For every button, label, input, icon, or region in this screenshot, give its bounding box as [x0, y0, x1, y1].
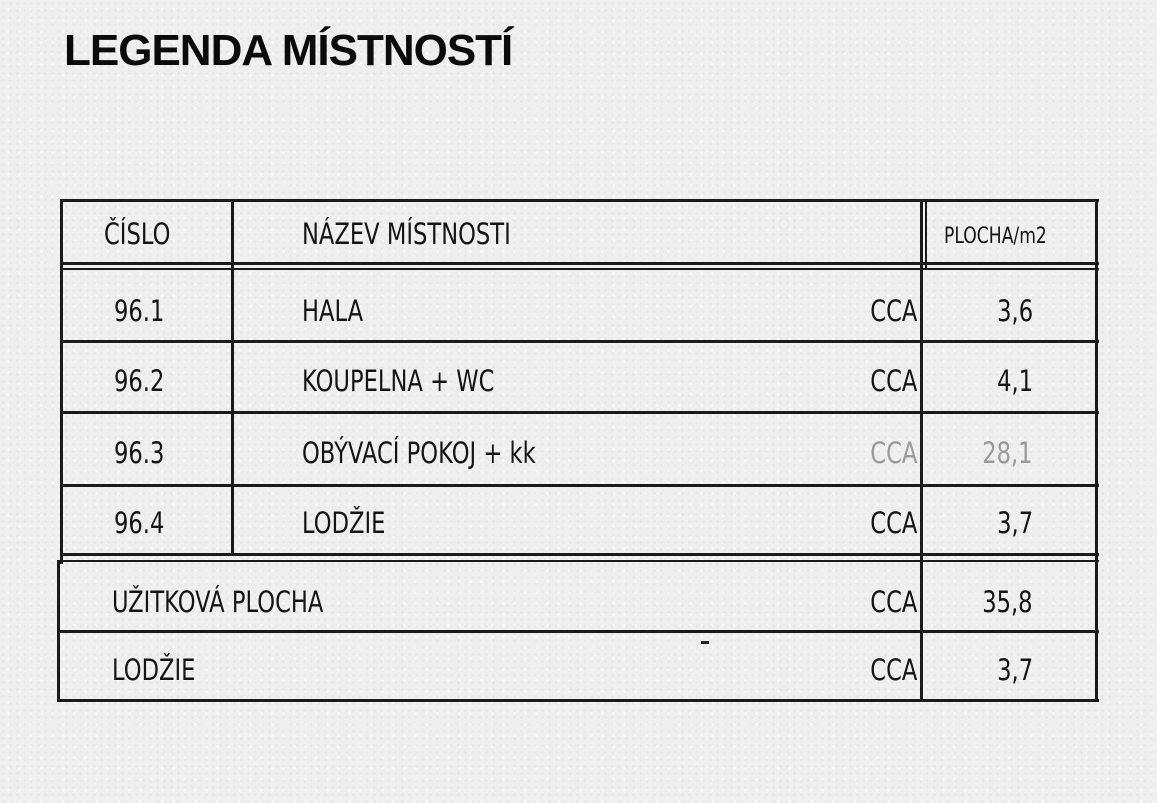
header-divider-line-double — [61, 268, 1099, 270]
row-room-name: OBÝVACÍ POKOJ + kk — [302, 436, 536, 470]
header-room-name: NÁZEV MÍSTNOSTI — [302, 217, 511, 251]
table-border-left-lower — [57, 560, 60, 702]
summary-approx: CCA — [869, 585, 917, 619]
row-divider-line — [61, 411, 1099, 414]
summary-approx: CCA — [869, 653, 917, 687]
summary-area: 35,8 — [982, 585, 1033, 619]
row-approx: CCA — [869, 364, 917, 398]
table-border-left — [60, 199, 63, 564]
table-border-top — [61, 199, 1099, 202]
row-room-name: HALA — [302, 294, 364, 328]
summary-area: 3,7 — [997, 653, 1033, 687]
row-divider-line — [61, 340, 1099, 343]
row-number: 96.1 — [114, 294, 165, 328]
row-number: 96.3 — [114, 436, 165, 470]
summary-divider-line — [61, 553, 1099, 556]
header-area: PLOCHA/m2 — [944, 224, 1047, 249]
row-area: 4,1 — [997, 364, 1033, 398]
row-divider-line — [61, 484, 1099, 487]
summary-label: LODŽIE — [112, 653, 196, 687]
row-room-name: LODŽIE — [302, 506, 386, 540]
column-divider-area-double — [925, 199, 927, 269]
row-number: 96.4 — [114, 506, 165, 540]
row-approx: CCA — [869, 436, 917, 470]
row-divider-line — [58, 630, 1099, 633]
summary-label: UŽITKOVÁ PLOCHA — [112, 585, 324, 619]
column-divider-area — [920, 199, 923, 702]
table-border-right — [1095, 199, 1098, 702]
page-title: LEGENDA MÍSTNOSTÍ — [64, 26, 513, 75]
row-approx: CCA — [869, 294, 917, 328]
summary-divider-line-double — [61, 560, 1099, 562]
row-area: 28,1 — [982, 436, 1033, 470]
header-divider-line — [61, 262, 1099, 265]
table-border-bottom — [58, 699, 1099, 702]
row-approx: CCA — [869, 506, 917, 540]
row-area: 3,7 — [997, 506, 1033, 540]
row-area: 3,6 — [997, 294, 1033, 328]
header-number: ČÍSLO — [104, 217, 171, 251]
scan-artifact-mark — [701, 641, 709, 644]
row-room-name: KOUPELNA + WC — [302, 364, 495, 398]
column-divider-number — [231, 199, 234, 556]
row-number: 96.2 — [114, 364, 165, 398]
